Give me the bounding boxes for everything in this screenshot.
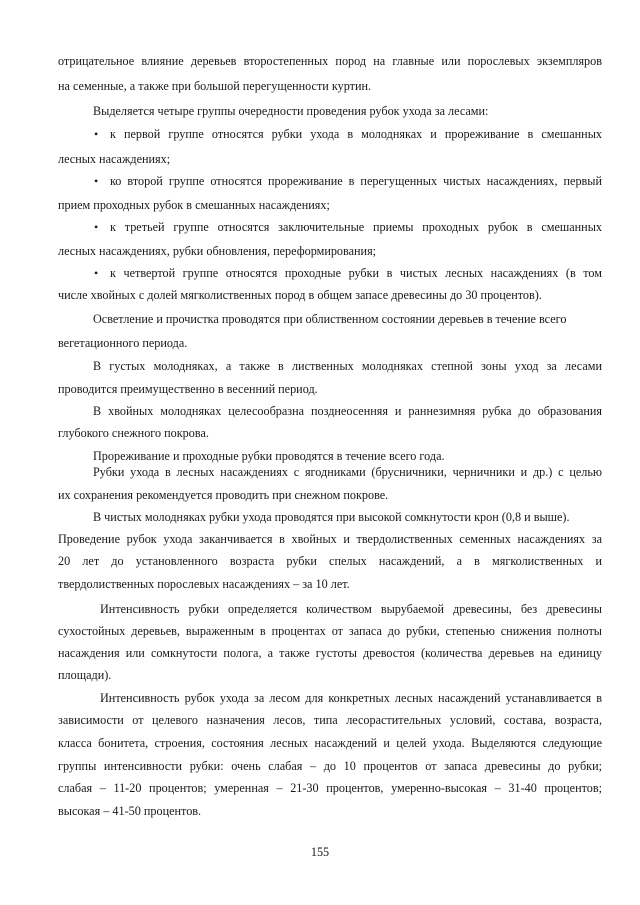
text-line: слабая – 11-20 процентов; умеренная – 21-30 процентов, умеренно-высокая – 31-40 процентов; [58,781,602,795]
text-line: В хвойных молодняках целесообразна позднеосенняя и раннезимняя рубка до образования [93,404,602,418]
list-item: • ко второй группе относятся прореживание в перегущенных чистых насаждениях, первый [110,174,602,189]
list-item: • к первой группе относятся рубки ухода в молодняках и прореживание в смешанных [110,127,602,142]
text-line: вегетационного периода. [58,336,188,350]
text-line: Прореживание и проходные рубки проводятся в течение всего года. [93,449,445,463]
list-item: • к третьей группе относятся заключительные приемы проходных рубок в смешанных [110,220,602,235]
text-line: на семенные, а также при большой перегущенности куртин. [58,79,372,93]
text-line: Интенсивность рубок ухода за лесом для конкретных лесных насаждений устанавливается в [100,691,602,705]
text-line: проводится преимущественно в весенний период. [58,382,318,396]
text-line: их сохранения рекомендуется проводить при снежном покрове. [58,488,389,502]
text-line: лесных насаждениях, рубки обновления, переформирования; [58,244,377,258]
list-item: • к четвертой группе относятся проходные рубки в чистых лесных насаждениях (в том [110,266,602,281]
text-line: группы интенсивности рубки: очень слабая – до 10 процентов от запаса древесины до рубки; [58,759,602,773]
text-line: Осветление и прочистка проводятся при облиственном состоянии деревьев в течение всего [93,312,567,326]
text-line: Проведение рубок ухода заканчивается в хвойных и твердолиственных семенных насаждениях за [58,532,602,546]
text-line: сухостойных деревьев, выраженным в процентах от запаса до рубки, степенью снижения полноты [58,624,602,638]
text-line: лесных насаждениях; [58,152,171,166]
text-line: В чистых молодняках рубки ухода проводятся при высокой сомкнутости крон (0,8 и выше). [93,510,570,524]
text-line: площади). [58,668,112,682]
text-line: насаждения или сомкнутости полога, а также густоты древостоя (количества деревьев на единицу [58,646,602,660]
text-line: В густых молодняках, а также в лиственных молодняках степной зоны уход за лесами [93,359,602,373]
text-line: высокая – 41-50 процентов. [58,804,202,818]
text-line: прием проходных рубок в смешанных насаждениях; [58,198,330,212]
text-line: твердолиственных порослевых насаждениях – за 10 лет. [58,577,350,591]
text-line: Интенсивность рубки определяется количеством вырубаемой древесины, без древесины [100,602,602,616]
text-line: зависимости от целевого назначения лесов, типа лесорастительных условий, состава, возраста, [58,713,602,727]
text-line: класса бонитета, строения, состояния лесных насаждений и целей ухода. Выделяются следующие [58,736,602,750]
text-line: 20 лет до установленного возраста рубки спелых насаждений, а в мягколиственных и [58,554,602,568]
text-line: глубокого снежного покрова. [58,426,209,440]
text-line: числе хвойных с долей мягколиственных пород в общем запасе древесины до 30 процентов). [58,288,542,302]
page-number: 155 [310,845,330,859]
text-line: Выделяется четыре группы очередности проведения рубок ухода за лесами: [93,104,489,118]
text-line: отрицательное влияние деревьев второстепенных пород на главные или порослевых экземпляров [58,54,602,68]
text-line: Рубки ухода в лесных насаждениях с ягодниками (брусничники, черничники и др.) с целью [93,465,602,479]
